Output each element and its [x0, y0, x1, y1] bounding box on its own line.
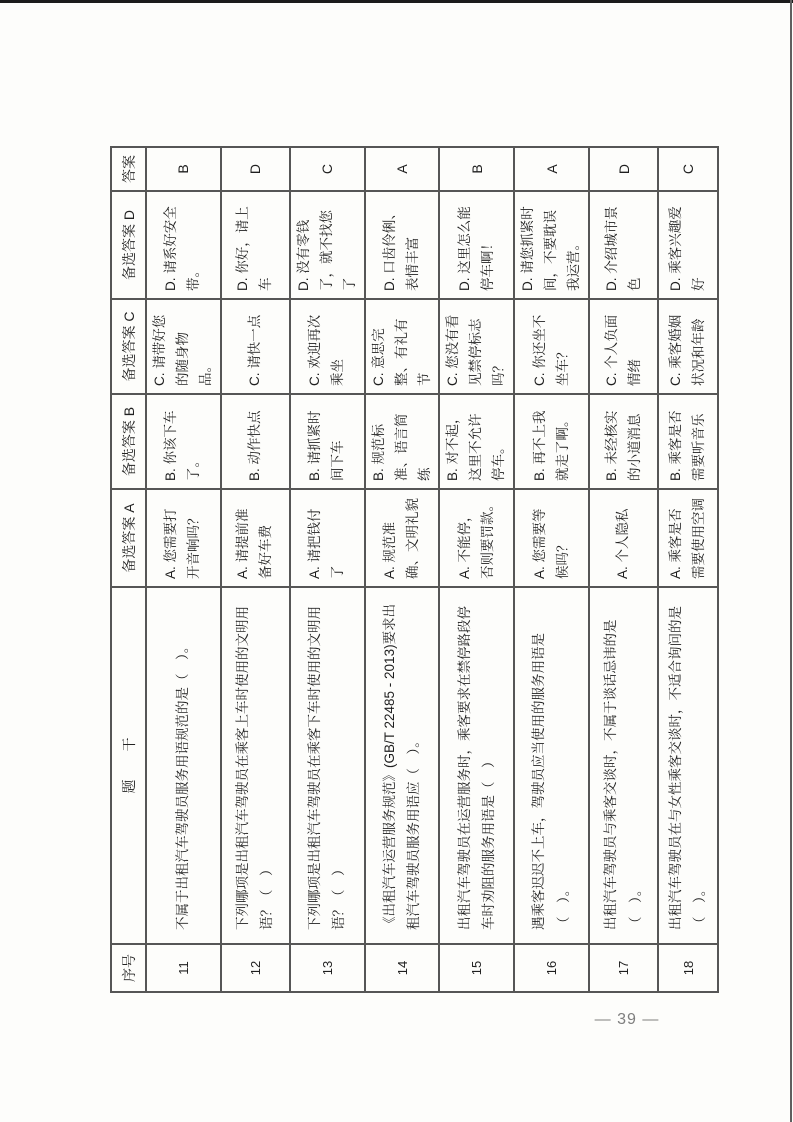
- option-c-cell: C. 乘客婚姻状况和年龄: [658, 299, 718, 394]
- stem-cell: 下列哪项是出租汽车驾驶员在乘客下车时使用的文明用语？（ ）: [290, 587, 365, 944]
- option-c-cell: C. 请快一点: [221, 299, 290, 394]
- question-row: [658, 147, 718, 992]
- serial-cell: 13: [290, 944, 365, 992]
- stem-cell: 出租汽车驾驶员在运营服务时，乘客要求在禁停路段停车时劝阻的服务用语是（ ）: [439, 587, 514, 944]
- option-a-cell: A. 规范准确、文明礼貌: [365, 489, 440, 587]
- stem-cell: 不属于出租汽车驾驶员服务用语规范的是（ ）。: [146, 587, 221, 944]
- question-row: [439, 147, 514, 992]
- col-header-option-d: 备选答案 D: [111, 191, 146, 299]
- option-c-cell: C. 欢迎再次乘坐: [290, 299, 365, 394]
- option-b-cell: B. 对不起，这里不允许停车。: [439, 394, 514, 489]
- option-a-cell: A. 请把钱付了: [290, 489, 365, 587]
- serial-cell: 11: [146, 944, 221, 992]
- answer-cell: B: [146, 147, 221, 191]
- question-row: [589, 147, 658, 992]
- scan-top-edge-artifact: [0, 0, 793, 3]
- serial-cell: 15: [439, 944, 514, 992]
- option-b-cell: B. 未经核实的小道消息: [589, 394, 658, 489]
- option-d-cell: D. 请您抓紧时间，不要耽误我运营。: [514, 191, 589, 299]
- col-header-answer: 答案: [111, 147, 146, 191]
- question-row: [290, 147, 365, 992]
- stem-cell: 遇乘客迟迟不上车，驾驶员应当使用的服务用语是（ ）。: [514, 587, 589, 944]
- option-b-cell: B. 再不上我就走了啊。: [514, 394, 589, 489]
- answer-cell: D: [221, 147, 290, 191]
- question-row: [146, 147, 221, 992]
- scan-right-edge-artifact: [790, 0, 792, 1122]
- rotated-table-wrapper: [110, 148, 708, 993]
- option-b-cell: B. 你该下车了。: [146, 394, 221, 489]
- option-a-cell: A. 您需要打开音响吗？: [146, 489, 221, 587]
- col-header-option-a: 备选答案 A: [111, 489, 146, 587]
- option-b-cell: B. 乘客是否需要听音乐: [658, 394, 718, 489]
- answer-cell: C: [290, 147, 365, 191]
- option-a-cell: A. 乘客是否需要使用空调: [658, 489, 718, 587]
- serial-cell: 16: [514, 944, 589, 992]
- option-c-cell: C. 你还坐不坐车？: [514, 299, 589, 394]
- option-a-cell: A. 请提前准备好车费: [221, 489, 290, 587]
- option-d-cell: D. 介绍城市景色: [589, 191, 658, 299]
- option-b-cell: B. 规范标准、语言简练: [365, 394, 440, 489]
- serial-cell: 18: [658, 944, 718, 992]
- option-d-cell: D. 乘客兴趣爱好: [658, 191, 718, 299]
- option-c-cell: C. 个人负面情绪: [589, 299, 658, 394]
- answer-cell: A: [514, 147, 589, 191]
- stem-cell: 《出租汽车运营服务规范》(GB/T 22485 - 2013)要求出租汽车驾驶员服务用语应（ ）。: [365, 587, 440, 944]
- option-c-cell: C. 意思完整、有礼有节: [365, 299, 440, 394]
- stem-cell: 下列哪项是出租汽车驾驶员在乘客上车时使用的文明用语？（ ）: [221, 587, 290, 944]
- answer-cell: B: [439, 147, 514, 191]
- col-header-option-b: 备选答案 B: [111, 394, 146, 489]
- option-a-cell: A. 您需要等候吗？: [514, 489, 589, 587]
- option-d-cell: D. 没有零钱了，就不找您了: [290, 191, 365, 299]
- col-header-option-c: 备选答案 C: [111, 299, 146, 394]
- option-d-cell: D. 这里怎么能停车啊！: [439, 191, 514, 299]
- question-row: [514, 147, 589, 992]
- table-header-row: [111, 147, 146, 992]
- serial-cell: 14: [365, 944, 440, 992]
- option-a-cell: A. 不能停，否则要罚款。: [439, 489, 514, 587]
- option-d-cell: D. 请系好安全带。: [146, 191, 221, 299]
- stem-cell: 出租汽车驾驶员与乘客交谈时，不属于谈话忌讳的是（ ）。: [589, 587, 658, 944]
- answer-cell: A: [365, 147, 440, 191]
- option-d-cell: D. 口齿伶俐、表情丰富: [365, 191, 440, 299]
- option-b-cell: B. 请抓紧时间下车: [290, 394, 365, 489]
- option-b-cell: B. 动作快点: [221, 394, 290, 489]
- serial-cell: 17: [589, 944, 658, 992]
- question-table: [110, 146, 719, 993]
- page-number: — 39 —: [594, 1011, 660, 1028]
- question-row: [221, 147, 290, 992]
- option-c-cell: C. 请带好您的随身物品。: [146, 299, 221, 394]
- col-header-serial: 序号: [111, 944, 146, 992]
- option-d-cell: D. 你好，请上车: [221, 191, 290, 299]
- answer-cell: C: [658, 147, 718, 191]
- answer-cell: D: [589, 147, 658, 191]
- option-c-cell: C. 您没有看见禁停标志吗？: [439, 299, 514, 394]
- option-a-cell: A. 个人隐私: [589, 489, 658, 587]
- serial-cell: 12: [221, 944, 290, 992]
- stem-cell: 出租汽车驾驶员在与女性乘客交谈时，不适合询问的是（ ）。: [658, 587, 718, 944]
- question-row: [365, 147, 440, 992]
- col-header-stem: 题 干: [111, 587, 146, 944]
